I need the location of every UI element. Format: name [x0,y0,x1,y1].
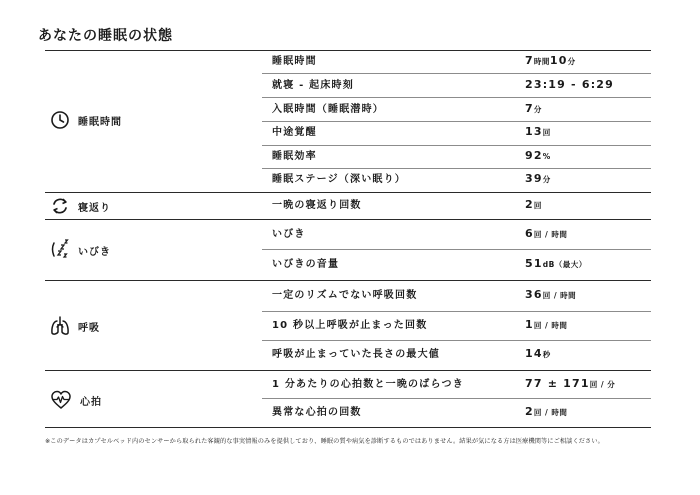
row-value: 92% [525,149,551,162]
row-value: 23:19 - 6:29 [525,78,614,91]
heart-pulse-icon [50,390,72,410]
rotate-icon [50,196,70,216]
category-label: 呼吸 [78,322,100,334]
category-heart-rate [50,390,102,410]
category-label: 睡眠時間 [78,116,122,128]
table-bottom-border [45,427,651,428]
row-label: いびきの音量 [272,259,340,270]
row-value: 39分 [525,172,551,185]
row-label: いびき [272,229,306,240]
row-divider [262,168,651,169]
clock-icon [50,110,70,130]
row-label: 睡眠ステージ（深い眠り） [272,174,406,185]
table-top-border [45,50,651,51]
row-value: 51dB（最大） [525,257,587,270]
row-divider [262,311,651,312]
row-label: 入眠時間（睡眠潜時） [272,104,384,115]
row-label: 中途覚醒 [272,127,317,138]
category-turnover [50,196,111,216]
row-label: 呼吸が止まっていた長さの最大値 [272,349,440,360]
category-snoring [50,239,111,261]
category-label: いびき [78,246,111,258]
row-value: 7分 [525,102,542,115]
row-value: 14秒 [525,347,551,360]
row-value: 7時間10分 [525,54,576,67]
row-divider [262,249,651,250]
row-value: 6回 / 時間 [525,227,568,240]
row-label: 異常な心拍の回数 [272,407,362,418]
row-label: 10 秒以上呼吸が止まった回数 [272,320,428,331]
row-value: 2回 / 時間 [525,405,568,418]
category-breathing [50,315,100,337]
category-label: 心拍 [80,396,102,408]
row-value: 1回 / 時間 [525,318,568,331]
row-value: 2回 [525,198,542,211]
category-sleep-time [50,110,122,130]
row-value: 77 ± 171回 / 分 [525,377,616,390]
row-divider [262,121,651,122]
row-divider [262,340,651,341]
row-label: 一定のリズムでない呼吸回数 [272,290,418,301]
row-value: 13回 [525,125,551,138]
row-label: 1 分あたりの心拍数と一晩のばらつき [272,379,464,390]
row-label: 睡眠効率 [272,151,317,162]
row-label: 就寝 - 起床時刻 [272,80,354,91]
row-label: 睡眠時間 [272,56,317,67]
row-label: 一晩の寝返り回数 [272,200,362,211]
section-divider [45,280,651,281]
section-divider [45,192,651,193]
category-label: 寝返り [78,202,111,214]
snore-icon [50,239,70,261]
row-divider [262,97,651,98]
page-title: あなたの睡眠の状態 [38,28,173,44]
row-value: 36回 / 時間 [525,288,577,301]
row-divider [262,145,651,146]
disclaimer-footnote: ※このデータはカプセルベッド内のセンサーから取られた客観的な事実情報のみを提供しており、睡眠の質や病気を診断するものではありません。結果が気になる方は医療機関等にご相談ください。 [45,438,604,445]
section-divider [45,219,651,220]
lungs-icon [50,315,70,337]
section-divider [45,370,651,371]
row-divider [262,73,651,74]
row-divider [262,398,651,399]
